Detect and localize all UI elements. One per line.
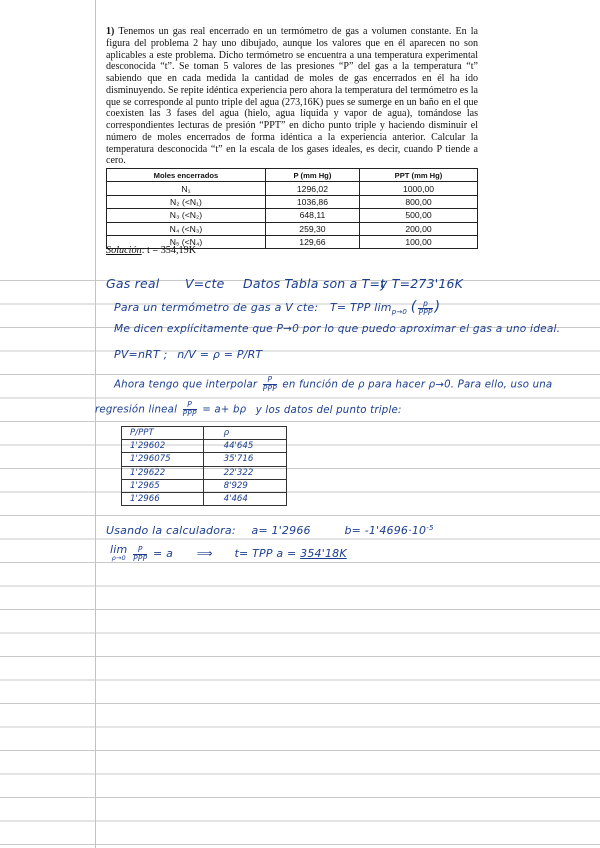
note-line8-fraction xyxy=(133,546,147,563)
hw-ratio-cell: 1'29622 xyxy=(122,466,204,479)
note-t-formula: t= TPP a = xyxy=(234,547,297,560)
note-b-exponent: -5 xyxy=(426,524,434,532)
moles-cell: N₅ (<N₄) xyxy=(107,235,266,248)
frac-num: P xyxy=(183,401,197,410)
note-line2-fraction xyxy=(418,300,432,317)
note-line6-c: y los datos del punto triple: xyxy=(255,404,402,416)
table-row xyxy=(107,209,478,222)
hw-rho-cell: 44'645 xyxy=(203,440,286,453)
note-line2-formula: T= TPP lim xyxy=(329,301,392,314)
table-row xyxy=(122,466,287,479)
frac-den: PPP xyxy=(418,307,433,317)
p-cell: 1296,02 xyxy=(265,182,359,195)
p-cell: 129,66 xyxy=(265,235,359,248)
frac-den: PPP xyxy=(182,409,197,418)
note-density: n/V = ρ = P/RT xyxy=(177,348,263,361)
p-cell: 1036,86 xyxy=(265,195,359,208)
ppt-cell: 100,00 xyxy=(360,235,478,248)
frac-den: PPP xyxy=(262,384,277,393)
frac-num: p xyxy=(418,300,432,309)
note-line5-a: Ahora tengo que interpolar xyxy=(114,379,258,391)
hw-rho-cell: 35'716 xyxy=(203,453,286,466)
frac-den: PPP xyxy=(133,553,148,563)
note-line4 xyxy=(114,348,262,361)
hw-header-rho: ρ xyxy=(203,427,286,440)
p-cell: 648,11 xyxy=(265,209,359,222)
note-line6-a: regresión lineal xyxy=(95,404,178,416)
note-line5-b: en función de ρ para hacer ρ→0. Para ello, uso una xyxy=(282,379,553,391)
table-row xyxy=(107,182,478,195)
hw-ratio-cell: 1'29602 xyxy=(122,440,204,453)
note-v-cte: V=cte xyxy=(185,276,225,291)
p-cell: 259,30 xyxy=(265,222,359,235)
header-moles: Moles encerrados xyxy=(107,169,266,182)
hw-rho-cell: 22'322 xyxy=(203,466,286,479)
note-a-value: a= 1'2966 xyxy=(251,524,311,537)
note-line3: Me dicen explícitamente que P→0 por lo que puedo aproximar el gas a uno ideal. xyxy=(114,323,561,335)
note-line6-fraction xyxy=(183,401,197,418)
solution-value: : t = 354,19K xyxy=(141,245,197,256)
note-line6 xyxy=(95,401,402,418)
note-line2-limit-sub: p→0 xyxy=(391,308,408,316)
data-table-header xyxy=(107,169,478,182)
hw-ratio-cell: 1'2965 xyxy=(122,479,204,492)
note-lim-sub: ρ→0 xyxy=(111,554,126,562)
note-calculator: Usando la calculadora: xyxy=(106,524,236,537)
moles-cell: N₁ xyxy=(107,182,266,195)
table-row xyxy=(107,195,478,208)
ppt-cell: 200,00 xyxy=(360,222,478,235)
frac-num: P xyxy=(133,546,147,555)
hw-rho-cell: 8'929 xyxy=(203,479,286,492)
table-row xyxy=(122,440,287,453)
note-line2-text: Para un termómetro de gas a V cte: xyxy=(114,301,319,314)
problem-statement xyxy=(106,26,478,167)
note-line5 xyxy=(114,376,552,393)
close-paren: ) xyxy=(434,299,441,315)
note-line7 xyxy=(106,524,434,537)
note-tpt: y T=273'16K xyxy=(380,276,464,291)
hw-ratio-cell: 1'2966 xyxy=(122,492,204,505)
note-ideal-gas-law: PV=nRT ; xyxy=(114,348,168,361)
frac-num: P xyxy=(263,376,277,385)
problem-text: Tenemos un gas real encerrado en un termómetro de gas a volumen constante. En la figura del problema 2 hay uno dibujado, aunque los valores que en él aparecen no son aplicables a este problema. Dicho termómetro se encuentra a una temperatura experimental desconocida “t”. Se toman 5 valores de las presiones “P” del gas a la temperatura “t” sabiendo que en cada medida la cantidad de moles de gas encerrados en él ha ido disminuyendo. Se repite idéntica experiencia pero ahora la temperatura del termómetro es la que se corresponde al punto triple del agua (273,16K) pues se sumerge en un baño en el que coexisten las 3 fases del agua (hielo, agua líquida y vapor de agua), tomándose las correspondientes lecturas de presión “PPT” en dicho punto triple y haciendo disminuir el número de moles encerrados de forma idéntica a la experiencia anterior. Calcular la temperatura desconocida “t” en la escala de los gases ideales, es decir, cuando P tiende a cero. xyxy=(106,26,478,167)
note-datos-tabla: Datos Tabla son a T=t xyxy=(243,276,386,291)
hw-header-ratio: P/PPT xyxy=(122,427,204,440)
data-table xyxy=(106,168,478,249)
hw-rho-cell: 4'464 xyxy=(203,492,286,505)
moles-cell: N₂ (<N₁) xyxy=(107,195,266,208)
ppt-cell: 800,00 xyxy=(360,195,478,208)
note-line2 xyxy=(114,299,440,317)
table-row xyxy=(122,492,287,505)
moles-cell: N₄ (<N₃) xyxy=(107,222,266,235)
note-line5-fraction xyxy=(263,376,277,393)
table-row xyxy=(122,479,287,492)
table-row xyxy=(122,453,287,466)
problem-number: 1) xyxy=(106,26,115,37)
note-b-value: b= -1'4696·10 xyxy=(344,524,427,537)
solution-line xyxy=(106,245,196,256)
note-line6-b: = a+ bρ xyxy=(202,404,247,416)
handwritten-table xyxy=(121,426,287,506)
table-row xyxy=(107,222,478,235)
note-equals-a: = a xyxy=(153,547,174,560)
header-ppt: PPT (mm Hg) xyxy=(360,169,478,182)
note-lim-text: lim xyxy=(110,543,128,556)
note-limit xyxy=(110,545,127,563)
note-gas-real: Gas real xyxy=(106,276,160,291)
margin-line xyxy=(95,0,96,848)
note-line8 xyxy=(110,545,347,563)
open-paren: ( xyxy=(410,299,417,315)
hw-table-header xyxy=(122,427,287,440)
note-implies: ⟹ xyxy=(196,547,213,560)
moles-cell: N₃ (<N₂) xyxy=(107,209,266,222)
note-final-result: 354'18K xyxy=(300,547,347,560)
ppt-cell: 500,00 xyxy=(360,209,478,222)
solution-label: Solución xyxy=(106,245,142,256)
header-p: P (mm Hg) xyxy=(265,169,359,182)
hw-ratio-cell: 1'296075 xyxy=(122,453,204,466)
ppt-cell: 1000,00 xyxy=(360,182,478,195)
